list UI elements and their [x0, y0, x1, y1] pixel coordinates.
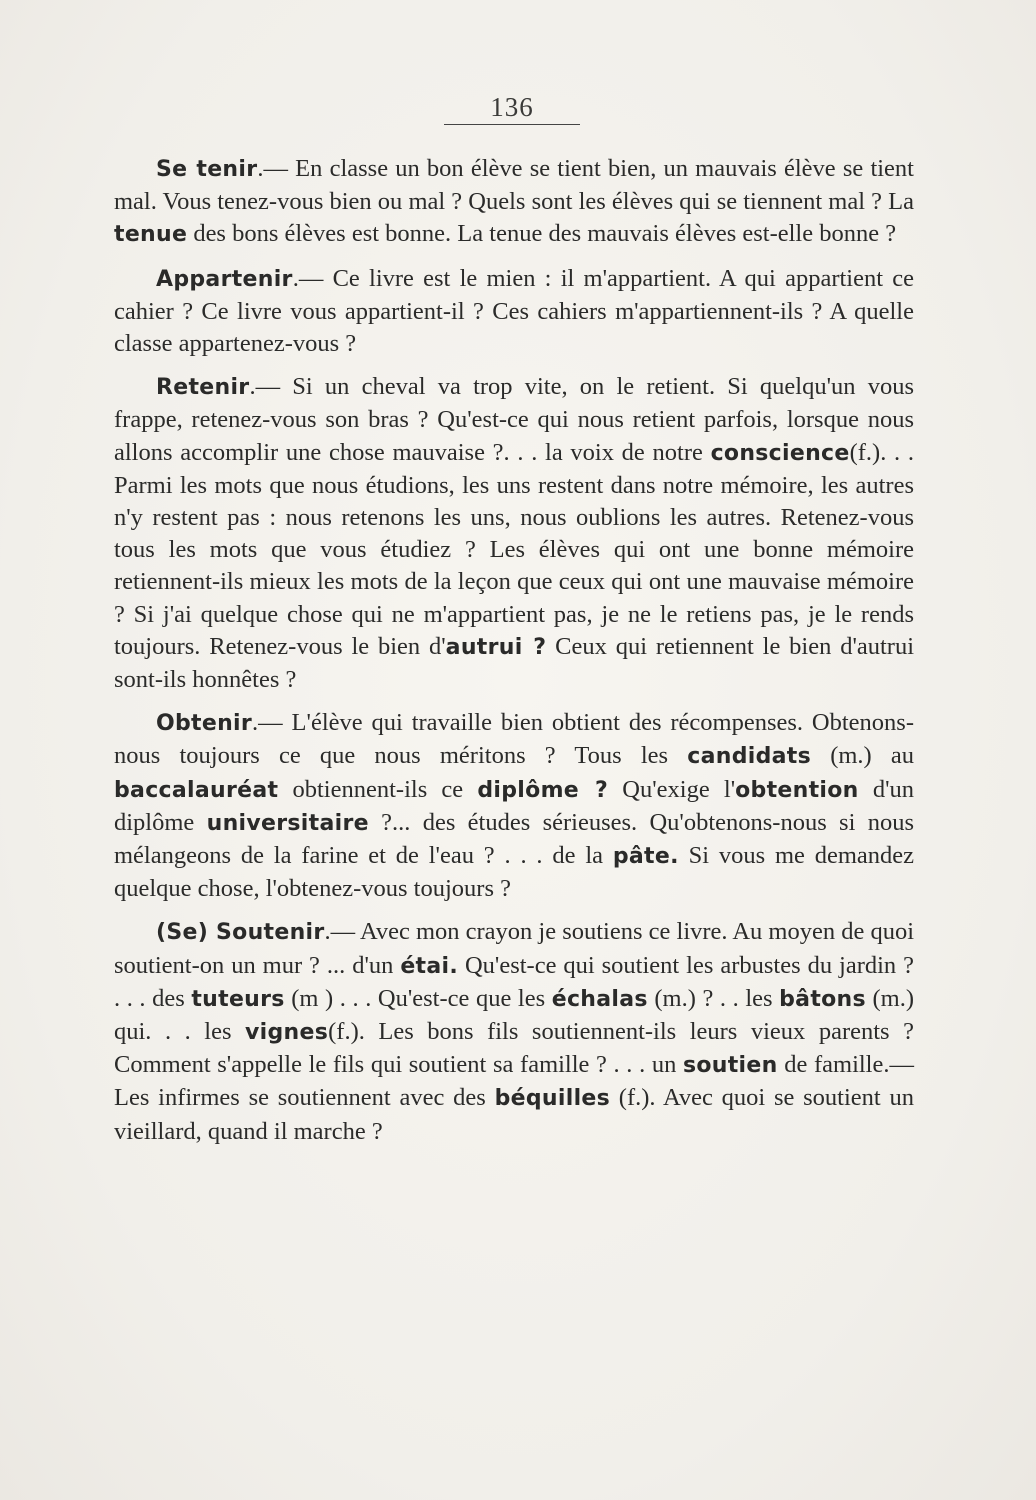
- text-run: .— Si un cheval va trop vite, on le retient. Si quelqu'un vous frappe, retenez-vous son bras ? Qu'est-ce qui nous retient parfois, lorsque nous allons accomplir une chose mauvaise ?. . . la voix de notre: [114, 373, 914, 466]
- text-run: (f.). Avec quoi se soutient un vieillard, quand il marche ?: [114, 1084, 915, 1145]
- keyword: Retenir: [156, 375, 250, 401]
- paragraph-se-tenir: [114, 153, 914, 252]
- keyword: obtention: [735, 777, 859, 803]
- keyword: échalas: [551, 986, 648, 1012]
- text-run: (m.) qui. . . les: [114, 984, 915, 1046]
- keyword: diplôme ?: [477, 777, 609, 803]
- keyword: baccalauréat: [114, 777, 279, 803]
- paragraph-appartenir: [114, 263, 914, 361]
- keyword: vignes: [245, 1020, 329, 1046]
- keyword: Appartenir: [156, 266, 293, 292]
- text-run: (m.) au: [811, 742, 914, 770]
- text-run: de famille.— Les infirmes se soutiennent avec des: [114, 1051, 914, 1112]
- text-run: (f.). Les bons fils soutiennent-ils leurs vieux parents ? Comment s'appelle le fils qui soutient sa famille ? . . . un: [114, 1018, 914, 1079]
- paragraph-obtenir: [114, 707, 914, 905]
- text-run: Si vous me demandez quelque chose, l'obtenez-vous toujours ?: [114, 842, 915, 903]
- keyword: bâtons: [779, 986, 866, 1012]
- text-run: (m ) . . . Qu'est-ce que les: [284, 984, 552, 1012]
- body-text: [114, 153, 914, 1159]
- text-run: .— Avec mon crayon je soutiens ce livre. Au moyen de quoi soutient-on un mur ? ... d'un: [114, 918, 914, 979]
- keyword: pâte.: [612, 844, 679, 870]
- text-run: .— L'élève qui travaille bien obtient des récompenses. Obtenons-nous toujours ce que nous méritons ? Tous les: [114, 709, 914, 770]
- keyword: conscience: [710, 440, 850, 466]
- text-run: Qu'est-ce qui soutient les arbustes du jardin ? . . . des: [114, 951, 914, 1012]
- keyword: universitaire: [206, 810, 369, 836]
- keyword: tuteurs: [191, 986, 285, 1012]
- keyword: soutien: [682, 1053, 778, 1079]
- text-run: Ceux qui retiennent le bien d'autrui sont-ils honnêtes ?: [114, 632, 914, 694]
- keyword: béquilles: [494, 1086, 611, 1112]
- keyword: étai.: [400, 953, 459, 979]
- keyword: Se tenir: [156, 157, 258, 182]
- keyword: autrui ?: [445, 634, 547, 660]
- text-run: (f.). . . Parmi les mots que nous étudions, les uns restent dans notre mémoire, les autres n'y restent pas : nous retenons les uns, nous oublions les autres. Retenez-vous tous les mots que vous étudiez ? Les élèves qui ont une bonne mémoire retiennent-ils mieux les mots de la leçon que ceux qui ont une mauvaise mémoire ? Si j'ai quelque chose qui ne m'appartient pas, je ne le retiens pas, je le rends toujours. Retenez-vous le bien d': [114, 438, 914, 660]
- keyword: tenue: [114, 222, 188, 248]
- header-rule: [444, 124, 580, 125]
- text-run: .— En classe un bon élève se tient bien, un mauvais élève se tient mal. Vous tenez-vous bien ou mal ? Quels sont les élèves qui se tiennent mal ? La: [114, 155, 914, 216]
- text-run: .— Ce livre est le mien : il m'appartient. A qui appartient ce cahier ? Ce livre vous appartient-il ? Ces cahiers m'appartiennent-ils ? A quelle classe appartenez-vous ?: [114, 264, 914, 358]
- text-run: ?... des études sérieuses. Qu'obtenons-nous si nous mélangeons de la farine et de l'eau ? . . . de la: [114, 808, 914, 870]
- paragraph-soutenir: [114, 916, 914, 1147]
- keyword: Obtenir: [156, 711, 253, 737]
- keyword: (Se) Soutenir: [156, 920, 325, 946]
- text-run: des bons élèves est bonne. La tenue des mauvais élèves est-elle bonne ?: [187, 220, 897, 248]
- text-run: obtiennent-ils ce: [278, 775, 478, 803]
- text-run: d'un diplôme: [114, 775, 914, 836]
- text-run: (m.) ? . . les: [647, 984, 780, 1012]
- page-number: 136: [490, 92, 534, 122]
- keyword: candidats: [687, 744, 812, 770]
- paragraph-retenir: [114, 371, 914, 696]
- text-run: Qu'exige l': [608, 775, 736, 803]
